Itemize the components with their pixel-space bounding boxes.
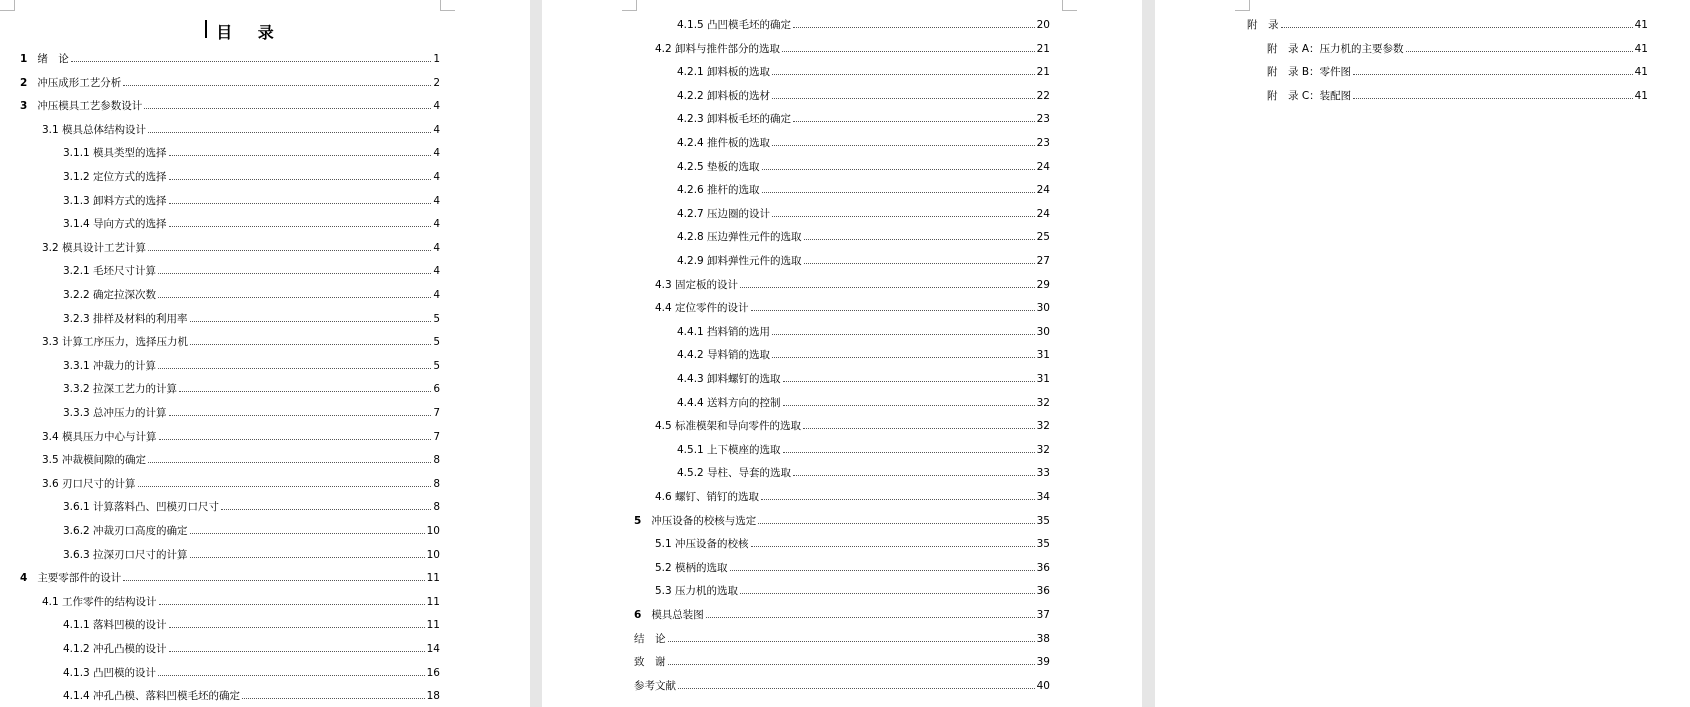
toc-entry[interactable] (42, 593, 440, 609)
toc-entry-title: 4.5 标准模架和导向零件的选取 (655, 420, 802, 433)
toc-leader-dots (1281, 27, 1633, 28)
toc-leader-dots (678, 688, 1035, 689)
toc-entry-page: 31 (1036, 349, 1050, 362)
toc-leader-dots (242, 698, 425, 699)
toc-entry-page: 11 (426, 595, 440, 608)
toc-entry-title: 附 录 C：装配图 (1267, 89, 1352, 102)
toc-entry[interactable] (63, 546, 440, 562)
toc-leader-dots (668, 641, 1035, 642)
toc-entry[interactable] (63, 404, 440, 420)
toc-entry-title: 3.1.3 卸料方式的选择 (63, 194, 167, 207)
toc-entry-title: 4.4.3 卸料螺钉的选取 (677, 373, 781, 385)
toc-entry-page: 29 (1036, 278, 1050, 291)
toc-leader-dots (740, 593, 1035, 594)
toc-entry[interactable] (677, 464, 1050, 480)
toc-entry-title: 4.2.8 压边弹性元件的选取 (677, 231, 802, 244)
toc-entry[interactable] (42, 333, 440, 349)
toc-entry[interactable] (655, 582, 1050, 598)
toc-entry[interactable] (655, 417, 1050, 433)
toc-entry-title: 4.2 卸料与推件部分的选取 (655, 42, 781, 55)
toc-entry-title: 3.2.3 排样及材料的利用率 (63, 312, 188, 325)
toc-leader-dots (772, 357, 1035, 358)
toc-entry[interactable] (42, 451, 440, 467)
toc-entry-page: 41 (1634, 66, 1648, 79)
toc-entry-page: 41 (1634, 19, 1648, 31)
toc-entry[interactable] (677, 252, 1050, 268)
toc-leader-dots (783, 452, 1035, 453)
toc-entry-number: 1 (20, 53, 28, 65)
toc-entry-number: 6 (634, 609, 642, 621)
toc-entry-page: 10 (426, 525, 440, 537)
toc-entry-title: 4.3 固定板的设计 (655, 278, 739, 291)
toc-leader-dots (740, 287, 1035, 288)
toc-entry[interactable] (1267, 87, 1648, 103)
toc-leader-dots (762, 192, 1035, 193)
toc-entry-page: 23 (1036, 137, 1050, 149)
toc-entry-page: 32 (1036, 420, 1050, 433)
toc-entry[interactable] (63, 522, 440, 538)
toc-entry-title: 3.3.1 冲裁力的计算 (63, 359, 157, 372)
toc-entry-page: 4 (433, 265, 440, 278)
toc-entry[interactable] (20, 74, 440, 90)
toc-entry-title: 5.3 压力机的选取 (655, 585, 739, 598)
toc-entry-page: 37 (1036, 609, 1050, 621)
toc-entry[interactable] (677, 370, 1050, 386)
toc-entry-page: 6 (433, 383, 440, 396)
toc-entry-page: 27 (1036, 255, 1050, 267)
toc-entry-page: 8 (433, 477, 440, 490)
toc-entry-page: 5 (433, 359, 440, 372)
toc-entry-page: 4 (433, 218, 440, 231)
toc-entry[interactable] (20, 50, 440, 66)
toc-entry-page: 30 (1036, 302, 1050, 315)
toc-entry-title: 4.5.1 上下模座的选取 (677, 443, 781, 456)
toc-entry-page: 4 (433, 241, 440, 254)
toc-leader-dots (772, 145, 1035, 146)
toc-entry-title: 主要零部件的设计 (37, 572, 122, 585)
toc-leader-dots (71, 61, 432, 62)
toc-leader-dots (803, 428, 1035, 429)
toc-entry[interactable] (677, 181, 1050, 197)
toc-entry-page: 31 (1036, 373, 1050, 385)
toc-entry-title: 4.2.6 推杆的选取 (677, 184, 760, 197)
toc-entry-title: 4.1 工作零件的结构设计 (42, 595, 157, 608)
toc-entry-page: 4 (433, 123, 440, 136)
toc-entry-title: 4.4.2 导料销的选取 (677, 349, 771, 362)
toc-leader-dots (668, 664, 1035, 665)
toc-entry-page: 40 (1036, 679, 1050, 692)
toc-entry-title: 附 录 (1247, 19, 1279, 31)
toc-entry-title: 4.1.3 凸凹模的设计 (63, 666, 157, 679)
toc-entry[interactable] (634, 512, 1050, 528)
toc-leader-dots (793, 475, 1035, 476)
toc-leader-dots (772, 98, 1035, 99)
toc-leader-dots (169, 203, 432, 204)
toc-leader-dots (1353, 98, 1632, 99)
toc-entry-page: 4 (433, 289, 440, 301)
toc-entry-title: 3.5 冲裁模间隙的确定 (42, 454, 147, 467)
toc-entry[interactable] (655, 40, 1050, 56)
toc-entry-title: 3.1.4 导向方式的选择 (63, 218, 167, 231)
toc-entry[interactable] (63, 286, 440, 302)
toc-entry[interactable] (20, 97, 440, 113)
toc-leader-dots (169, 415, 432, 416)
toc-entry-title: 4.2.7 压边圈的设计 (677, 207, 771, 220)
toc-entry-page: 16 (426, 666, 440, 679)
toc-entry[interactable] (63, 640, 440, 656)
toc-leader-dots (123, 580, 424, 581)
toc-entry[interactable] (677, 228, 1050, 244)
toc-entry-page: 7 (433, 407, 440, 419)
toc-entry-title: 致 谢 (634, 656, 666, 669)
toc-entry-page: 36 (1036, 585, 1050, 598)
toc-entry-title: 4.2.1 卸料板的选取 (677, 66, 771, 79)
toc-entry-title: 3.4 模具压力中心与计算 (42, 430, 157, 443)
toc-leader-dots (761, 499, 1035, 500)
toc-entry-page: 25 (1036, 231, 1050, 244)
toc-entry[interactable] (63, 192, 440, 208)
toc-entry-title: 4.2.9 卸料弹性元件的选取 (677, 255, 802, 267)
toc-entry-page: 32 (1036, 396, 1050, 409)
toc-entry[interactable] (677, 110, 1050, 126)
toc-entry-title: 4.4.4 送料方向的控制 (677, 396, 781, 409)
toc-leader-dots (190, 557, 425, 558)
toc-leader-dots (1353, 74, 1633, 75)
toc-entry-page: 22 (1036, 89, 1050, 102)
toc-entry-page: 24 (1036, 184, 1050, 197)
toc-page-3[interactable] (1155, 0, 1690, 707)
toc-leader-dots (158, 675, 425, 676)
toc-leader-dots (159, 604, 425, 605)
toc-list (1155, 0, 1690, 707)
toc-entry-number: 3 (20, 100, 28, 113)
toc-leader-dots (158, 273, 431, 274)
toc-entry[interactable] (655, 276, 1050, 292)
toc-entry-page: 35 (1036, 514, 1050, 527)
toc-entry[interactable] (63, 687, 440, 703)
toc-entry-title: 4.2.5 垫板的选取 (677, 160, 760, 173)
toc-entry[interactable] (634, 606, 1050, 622)
toc-leader-dots (179, 391, 431, 392)
toc-entry-page: 21 (1036, 42, 1050, 55)
toc-entry-title: 4.4.1 挡料销的选用 (677, 325, 771, 338)
toc-entry[interactable] (677, 158, 1050, 174)
toc-entry-page: 11 (426, 619, 440, 632)
toc-entry-page: 20 (1036, 19, 1050, 31)
toc-entry-title: 4.2.3 卸料板毛坯的确定 (677, 113, 792, 126)
toc-leader-dots (190, 533, 425, 534)
toc-leader-dots (772, 334, 1035, 335)
toc-entry-page: 5 (433, 336, 440, 349)
toc-entry-title: 4.2.2 卸料板的选材 (677, 89, 771, 102)
toc-entry[interactable] (42, 475, 440, 491)
toc-entry-page: 7 (433, 430, 440, 443)
toc-leader-dots (158, 368, 431, 369)
toc-entry-page: 24 (1036, 207, 1050, 220)
toc-leader-dots (772, 216, 1035, 217)
toc-leader-dots (169, 179, 432, 180)
toc-entry[interactable] (634, 653, 1050, 669)
toc-entry-page: 30 (1036, 325, 1050, 338)
toc-entry-page: 8 (433, 454, 440, 467)
toc-entry-title: 3.1.1 模具类型的选择 (63, 147, 167, 160)
toc-entry[interactable] (42, 239, 440, 255)
toc-entry-title: 5.2 模柄的选取 (655, 561, 728, 574)
toc-leader-dots (782, 51, 1035, 52)
toc-entry-title: 3.2.2 确定拉深次数 (63, 289, 157, 301)
toc-entry[interactable] (677, 394, 1050, 410)
toc-entry-title: 模具总装图 (651, 609, 704, 621)
toc-entry-page: 4 (433, 171, 440, 183)
toc-entry-page: 10 (426, 548, 440, 561)
toc-entry-title: 冲压模具工艺参数设计 (37, 100, 143, 113)
toc-entry-title: 4.1.5 凸凹模毛坯的确定 (677, 19, 792, 31)
toc-leader-dots (169, 627, 425, 628)
toc-title: 目 录 (216, 23, 284, 42)
toc-entry-page: 23 (1036, 113, 1050, 126)
toc-entry-page: 21 (1036, 66, 1050, 79)
toc-entry-title: 3.6.3 拉深刃口尺寸的计算 (63, 548, 188, 561)
toc-entry-title: 结 论 (634, 632, 666, 645)
toc-leader-dots (169, 226, 432, 227)
toc-entry[interactable] (63, 616, 440, 632)
toc-leader-dots (783, 405, 1035, 406)
toc-leader-dots (169, 651, 425, 652)
toc-entry[interactable] (63, 664, 440, 680)
toc-entry-title: 3.6 刃口尺寸的计算 (42, 477, 136, 490)
toc-entry-title: 4.1.4 冲孔凸模、落料凹模毛坯的确定 (63, 690, 241, 703)
toc-entry[interactable] (634, 677, 1050, 693)
toc-entry[interactable] (677, 87, 1050, 103)
toc-entry-title: 5.1 冲压设备的校核 (655, 538, 749, 551)
toc-entry-title: 3.1.2 定位方式的选择 (63, 171, 167, 183)
toc-entry-title: 3.3.2 拉深工艺力的计算 (63, 383, 178, 396)
toc-leader-dots (762, 169, 1035, 170)
toc-leader-dots (783, 381, 1035, 382)
toc-leader-dots (144, 108, 431, 109)
toc-entry-title: 冲压设备的校核与选定 (651, 514, 757, 527)
toc-entry-page: 34 (1036, 491, 1050, 503)
toc-entry-page: 39 (1036, 656, 1050, 669)
toc-leader-dots (148, 462, 431, 463)
toc-entry-page: 35 (1036, 538, 1050, 551)
toc-entry-title: 4.6 螺钉、销钉的选取 (655, 491, 760, 503)
toc-leader-dots (123, 85, 431, 86)
toc-entry-page: 4 (433, 147, 440, 160)
toc-entry-page: 4 (433, 194, 440, 207)
toc-list (542, 0, 1142, 707)
toc-entry[interactable] (655, 535, 1050, 551)
toc-entry[interactable] (677, 441, 1050, 457)
toc-entry[interactable] (677, 346, 1050, 362)
toc-entry-page: 38 (1036, 632, 1050, 645)
toc-entry-title: 3.2.1 毛坯尺寸计算 (63, 265, 157, 278)
toc-entry-title: 3.2 模具设计工艺计算 (42, 241, 147, 254)
toc-entry[interactable] (1267, 63, 1648, 79)
toc-entry-page: 8 (433, 501, 440, 514)
toc-entry-page: 32 (1036, 443, 1050, 456)
toc-entry-title: 3.3 计算工序压力，选择压力机 (42, 336, 189, 349)
toc-list (0, 0, 530, 707)
toc-leader-dots (1406, 51, 1633, 52)
toc-entry-title: 3.1 模具总体结构设计 (42, 123, 147, 136)
toc-leader-dots (221, 509, 431, 510)
toc-entry[interactable] (63, 144, 440, 160)
toc-entry-number: 2 (20, 76, 28, 89)
toc-entry-page: 33 (1036, 467, 1050, 480)
toc-entry-title: 4.4 定位零件的设计 (655, 302, 749, 315)
toc-leader-dots (148, 132, 431, 133)
toc-leader-dots (793, 27, 1035, 28)
toc-entry[interactable] (63, 498, 440, 514)
toc-entry[interactable] (655, 559, 1050, 575)
toc-entry[interactable] (42, 428, 440, 444)
toc-leader-dots (138, 486, 432, 487)
toc-leader-dots (158, 297, 431, 298)
toc-entry-page: 5 (433, 312, 440, 325)
toc-entry-page: 2 (433, 76, 440, 89)
toc-entry[interactable] (63, 380, 440, 396)
toc-entry-page: 36 (1036, 561, 1050, 574)
toc-entry[interactable] (1267, 40, 1648, 56)
toc-leader-dots (190, 321, 432, 322)
toc-entry-number: 4 (20, 572, 28, 585)
toc-entry-page: 18 (426, 690, 440, 703)
toc-leader-dots (804, 263, 1035, 264)
toc-entry-title: 3.6.1 计算落料凸、凹模刃口尺寸 (63, 501, 220, 514)
toc-entry[interactable] (63, 215, 440, 231)
toc-entry[interactable] (1247, 16, 1648, 32)
toc-entry-number: 5 (634, 514, 642, 527)
toc-entry-page: 41 (1634, 89, 1648, 102)
toc-entry[interactable] (677, 323, 1050, 339)
toc-entry[interactable] (63, 168, 440, 184)
toc-leader-dots (772, 74, 1035, 75)
toc-leader-dots (159, 439, 432, 440)
toc-entry[interactable] (63, 357, 440, 373)
toc-entry[interactable] (42, 121, 440, 137)
toc-entry-page: 1 (433, 53, 440, 65)
toc-leader-dots (169, 155, 432, 156)
toc-entry[interactable] (634, 630, 1050, 646)
toc-leader-dots (751, 546, 1035, 547)
toc-entry[interactable] (677, 205, 1050, 221)
toc-entry-title: 冲压成形工艺分析 (37, 76, 122, 89)
toc-entry-title: 参考文献 (634, 679, 676, 692)
toc-entry-page: 11 (426, 572, 440, 585)
toc-entry[interactable] (63, 262, 440, 278)
toc-entry-title: 4.5.2 导柱、导套的选取 (677, 467, 792, 480)
toc-entry-title: 3.6.2 冲裁刃口高度的确定 (63, 525, 188, 537)
toc-entry-title: 3.3.3 总冲压力的计算 (63, 407, 167, 419)
toc-entry-title: 绪 论 (37, 53, 69, 65)
toc-leader-dots (751, 310, 1035, 311)
toc-entry-page: 4 (433, 100, 440, 113)
toc-entry[interactable] (63, 310, 440, 326)
toc-entry[interactable] (655, 299, 1050, 315)
toc-entry[interactable] (677, 63, 1050, 79)
toc-leader-dots (804, 239, 1035, 240)
toc-entry-title: 4.1.2 冲孔凸模的设计 (63, 643, 167, 655)
toc-entry-title: 附 录 B：零件图 (1267, 66, 1352, 79)
toc-page-2[interactable] (542, 0, 1142, 707)
toc-entry-page: 24 (1036, 160, 1050, 173)
toc-entry-page: 41 (1634, 42, 1648, 55)
toc-entry-page: 14 (426, 643, 440, 655)
toc-leader-dots (758, 523, 1034, 524)
toc-entry[interactable] (20, 569, 440, 585)
toc-page-1[interactable] (0, 0, 530, 707)
toc-leader-dots (706, 617, 1035, 618)
toc-entry-title: 附 录 A：压力机的主要参数 (1267, 42, 1404, 55)
toc-entry[interactable] (677, 16, 1050, 32)
toc-entry-title: 4.1.1 落料凹模的设计 (63, 619, 167, 632)
toc-leader-dots (148, 250, 431, 251)
toc-entry-title: 4.2.4 推件板的选取 (677, 137, 771, 149)
toc-leader-dots (793, 121, 1035, 122)
toc-leader-dots (730, 570, 1035, 571)
toc-entry[interactable] (655, 488, 1050, 504)
toc-entry[interactable] (677, 134, 1050, 150)
toc-leader-dots (190, 344, 431, 345)
